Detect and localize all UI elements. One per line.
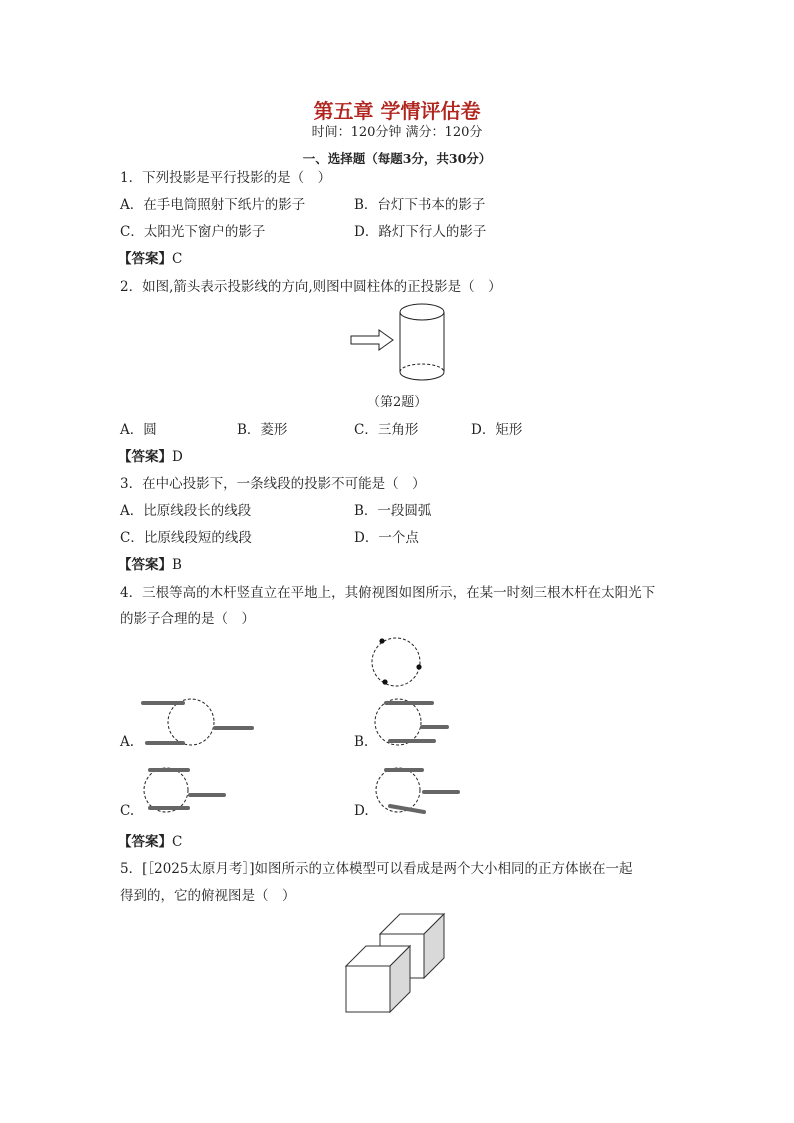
question-4-answer (118, 830, 182, 850)
answer-label: 【答案】 (118, 557, 172, 573)
question-4-stem-line1: 4．三根等高的木杆竖直立在平地上，其俯视图如图所示，在某一时刻三根木杆在太阳光下 (120, 585, 656, 601)
top-view-poles-figure (368, 632, 428, 692)
answer-label: 【答案】 (118, 834, 172, 850)
answer-label: 【答案】 (118, 251, 172, 267)
question-1-stem: 1．下列投影是平行投影的是（ ） (120, 170, 332, 186)
question-1-answer (118, 247, 182, 267)
page-title: 第五章 学情评估卷 (313, 99, 481, 123)
answer-value: C (172, 834, 183, 850)
two-cubes-figure (342, 907, 452, 1019)
question-4-option-b: B. (354, 734, 369, 750)
question-2-stem: 2．如图,箭头表示投影线的方向,则图中圆柱体的正投影是（ ） (120, 279, 502, 295)
question-2-answer (118, 445, 183, 465)
question-3-stem: 3．在中心投影下，一条线段的投影不可能是（ ） (120, 476, 426, 492)
question-4-option-a: A. (120, 734, 135, 750)
question-1-option-c: C．太阳光下窗户的影子 (120, 224, 266, 240)
answer-label: 【答案】 (118, 449, 172, 465)
option-c-shadow-figure (138, 762, 228, 814)
option-d-shadow-figure (372, 762, 464, 818)
question-5-stem-line2: 得到的，它的俯视图是（ ） (120, 888, 296, 904)
answer-value: D (172, 449, 183, 465)
exam-info: 时间：120分钟 满分：120分 (311, 125, 483, 140)
question-2-option-c: C．三角形 (354, 422, 419, 438)
projection-arrow-icon (351, 330, 393, 350)
answer-value: C (172, 251, 183, 267)
answer-value: B (172, 557, 182, 573)
question-1-option-a: A．在手电筒照射下纸片的影子 (120, 197, 306, 213)
question-1-option-b: B．台灯下书本的影子 (354, 197, 486, 213)
question-3-option-b: B．一段圆弧 (354, 503, 432, 519)
question-2-option-d: D．矩形 (471, 422, 523, 438)
question-4-option-d: D. (354, 803, 369, 819)
cylinder-projection-figure (345, 298, 455, 388)
question-1-option-d: D．路灯下行人的影子 (354, 224, 487, 240)
question-4-stem-line2: 的影子合理的是（ ） (120, 611, 255, 627)
option-b-shadow-figure (372, 693, 457, 753)
question-3-option-d: D．一个点 (354, 530, 419, 546)
question-3-option-a: A．比原线段长的线段 (120, 503, 252, 519)
question-3-answer (118, 553, 182, 573)
question-4-option-c: C. (120, 803, 135, 819)
question-2-option-a: A．圆 (120, 422, 157, 438)
question-3-option-c: C．比原线段短的线段 (120, 530, 252, 546)
question-5-stem-line1: 5．[［2025太原月考］]如图所示的立体模型可以看成是两个大小相同的正方体嵌在一起 (120, 861, 633, 877)
option-a-shadow-figure (135, 693, 260, 753)
question-2-option-b: B．菱形 (237, 422, 288, 438)
section-heading: 一、选择题（每题3分，共30分） (302, 151, 492, 166)
question-2-caption: （第2题） (367, 395, 428, 410)
